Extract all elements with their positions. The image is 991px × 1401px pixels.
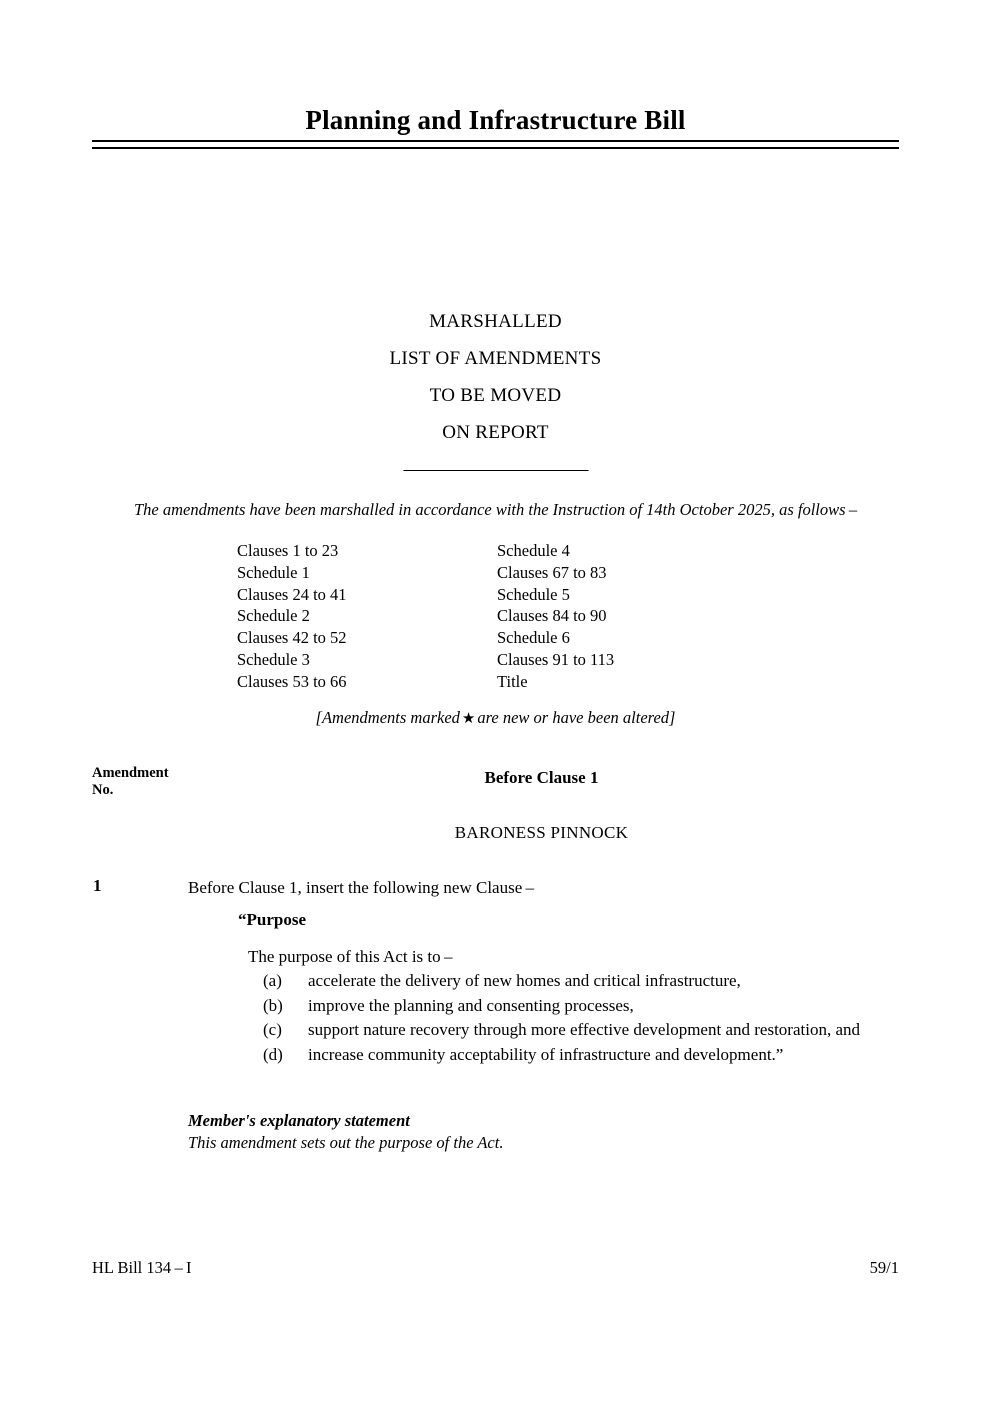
table-row [237, 649, 717, 671]
explanatory-statement [188, 1110, 895, 1154]
clause-right-2: Schedule 5 [497, 584, 570, 604]
sub-text-c: support nature recovery through more effective development and restoration, and [308, 1020, 860, 1039]
explanatory-statement-text: This amendment sets out the purpose of the Act. [188, 1133, 504, 1152]
clause-right-1: Clauses 67 to 83 [497, 562, 607, 582]
table-row [237, 671, 717, 693]
table-row [237, 584, 717, 606]
list-item [263, 1043, 895, 1068]
title-double-rule [92, 140, 899, 149]
star-legend-prefix: [Amendments marked [315, 708, 460, 727]
clause-left-4: Clauses 42 to 52 [237, 628, 347, 648]
new-clause-title: “Purpose [238, 910, 306, 929]
clause-left-0: Clauses 1 to 23 [237, 541, 339, 560]
explanatory-statement-title: Member's explanatory statement [188, 1111, 410, 1130]
table-row [237, 605, 717, 627]
heading-line-4: ON REPORT [442, 422, 549, 443]
clause-right-5: Clauses 91 to 113 [497, 649, 615, 669]
clause-list [237, 540, 717, 693]
heading-line-3: TO BE MOVED [429, 385, 562, 406]
table-row [237, 627, 717, 649]
footer-page-number: 59/1 [869, 1258, 899, 1277]
star-legend [0, 708, 991, 728]
page-title: Planning and Infrastructure Bill [305, 105, 686, 135]
sub-text-d: increase community acceptability of infrastructure and development.” [308, 1044, 784, 1064]
clause-left-5: Schedule 3 [237, 649, 310, 669]
clause-list-table [237, 540, 717, 693]
sub-marker-a: (a) [263, 971, 282, 990]
list-item [263, 1018, 895, 1043]
footer-bill-reference: HL Bill 134 – I [92, 1258, 192, 1277]
marshalled-list-heading [0, 303, 991, 451]
sub-text-b: improve the planning and consenting processes, [308, 995, 634, 1015]
sub-marker-b: (b) [263, 995, 283, 1015]
section-heading: Before Clause 1 [484, 768, 599, 787]
list-item [263, 994, 895, 1019]
sub-marker-c: (c) [263, 1020, 282, 1039]
heading-separator-rule [403, 470, 588, 471]
clause-right-0: Schedule 4 [497, 541, 570, 560]
clause-right-3: Clauses 84 to 90 [497, 606, 607, 626]
clause-left-6: Clauses 53 to 66 [237, 671, 347, 691]
clause-right-4: Schedule 6 [497, 628, 570, 648]
sub-marker-d: (d) [263, 1044, 283, 1064]
page-footer [92, 1258, 899, 1278]
sponsor-name: BARONESS PINNOCK [454, 823, 629, 842]
heading-line-2: LIST OF AMENDMENTS [389, 348, 602, 369]
list-item [263, 969, 895, 994]
amendment-lead-text: Before Clause 1, insert the following new Clause – [188, 878, 535, 897]
amendment-no-column-label: Amendment No. [92, 765, 169, 798]
instruction-paragraph: The amendments have been marshalled in accordance with the Instruction of 14th October 2025, as follows – [134, 500, 858, 519]
sub-text-a: accelerate the delivery of new homes and critical infrastructure, [308, 971, 741, 990]
purpose-lead-text: The purpose of this Act is to – [248, 947, 453, 966]
clause-left-2: Clauses 24 to 41 [237, 584, 347, 604]
clause-right-6: Title [497, 671, 528, 691]
sub-paragraph-list [263, 969, 895, 1067]
clause-left-1: Schedule 1 [237, 562, 310, 582]
table-row [237, 540, 717, 562]
star-icon: ★ [461, 711, 476, 727]
table-row [237, 562, 717, 584]
heading-line-1: MARSHALLED [429, 311, 562, 332]
star-legend-suffix: are new or have been altered] [477, 708, 676, 727]
clause-left-3: Schedule 2 [237, 606, 310, 626]
amendment-number: 1 [93, 876, 102, 895]
